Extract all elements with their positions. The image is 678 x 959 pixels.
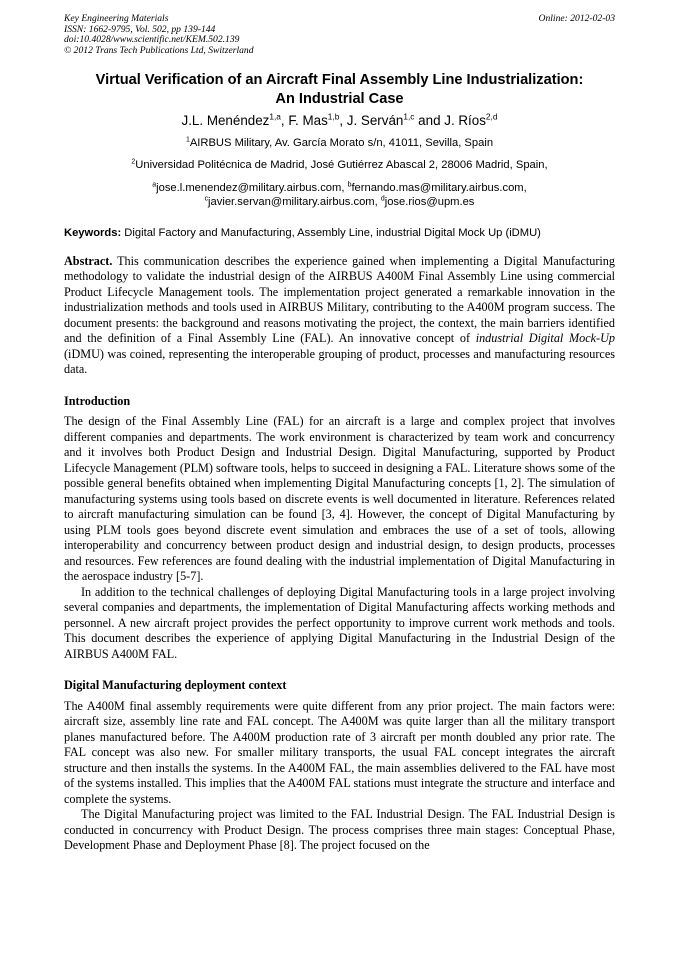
keywords-label: Keywords: <box>64 226 122 239</box>
author-name: J. Ríos <box>444 113 486 129</box>
author-affiliation-mark: 1,c <box>403 111 415 122</box>
section-heading-deployment: Digital Manufacturing deployment context <box>64 678 287 693</box>
author-name: J.L. Menéndez <box>181 113 270 129</box>
paper-title <box>64 71 615 109</box>
affiliation-mark: 1 <box>185 136 190 144</box>
author-list <box>64 112 615 130</box>
journal-name: Key Engineering Materials <box>64 13 169 24</box>
deployment-paragraph-2: The Digital Manufacturing project was limited to the FAL Industrial Design. The FAL Industrial Design is conducted in concurrency with Product Design. The process comprises three main stages: Conceptual Phase, Development Phase and Deployment Phase [8]. The project focused on the <box>64 807 615 853</box>
email-address[interactable]: fernando.mas@military.airbus.com, <box>351 182 527 195</box>
author-name: F. Mas <box>288 113 328 129</box>
author-separator: , <box>339 113 347 129</box>
affiliation-text: Universidad Politécnica de Madrid, José Gutiérrez Abascal 2, 28006 Madrid, Spain, <box>135 159 548 172</box>
author-separator: and <box>414 113 445 129</box>
introduction-paragraph-2: In addition to the technical challenges of deploying Digital Manufacturing tools in a large project involving several companies and departments, the implementation of Digital Manufacturing affects working methods and personnel. A new aircraft project provides the perfect opportunity to improve current work methods and tools. This document describes the experience of applying Digital Manufacturing in the Industrial Design of the AIRBUS A400M FAL. <box>64 584 615 661</box>
abstract-text: This communication describes the experience gained when implementing a Digital Manufacturing methodology to validate the industrial design of the AIRBUS A400M Final Assembly Line using commercial Product Lifecycle Management tools. The implementation project generated a remarkable innovation in the industrialization methods and tools used in AIRBUS Military, contributing to the A400M program success. The document presents: the background and reasons motivating the project, the context, the main barriers identified and the definition of a Final Assembly Line (FAL). An innovative concept of <box>64 253 615 346</box>
email-line-2 <box>64 196 615 210</box>
author-affiliation-mark: 1,a <box>269 111 281 122</box>
email-address[interactable]: jose.rios@upm.es <box>384 195 475 208</box>
email-address[interactable]: jose.l.menendez@military.airbus.com, <box>156 182 348 195</box>
affiliation-mark: 2 <box>131 158 136 166</box>
affiliation-1 <box>64 136 615 150</box>
author-emails <box>64 182 615 209</box>
journal-copyright: © 2012 Trans Tech Publications Ltd, Switzerland <box>64 44 254 56</box>
paper-page <box>64 14 615 854</box>
affiliation-text: AIRBUS Military, Av. García Morato s/n, 41011, Sevilla, Spain <box>189 137 494 150</box>
email-line-1 <box>64 182 615 196</box>
paper-title-line-1: Virtual Verification of an Aircraft Final Assembly Line Industrialization: <box>95 72 584 89</box>
journal-header <box>64 14 615 56</box>
email-address[interactable]: javier.servan@military.airbus.com, <box>208 195 381 208</box>
email-mark: c <box>204 195 209 203</box>
author-affiliation-mark: 1,b <box>327 111 340 122</box>
abstract-term: industrial Digital Mock-Up <box>475 331 615 346</box>
email-mark: b <box>347 181 352 189</box>
deployment-paragraph-1: The A400M final assembly requirements were quite different from any prior project. The main factors were: aircraft size, assembly line rate and FAL concept. The A400M was quite larger than all the military transport planes manufactured before. The A400M production rate of 3 aircraft per month doubled any prior rate. The FAL concept was also new. For smaller military transports, the usual FAL concept integrates the aircraft structure and then installs the systems. In the A400M FAL, the main assemblies delivered to the FAL have most of the systems installed. This implies that the A400M FAL stations must integrate the structure and interface and complete the systems. <box>64 698 615 806</box>
online-date: Online: 2012-02-03 <box>538 13 615 24</box>
author-affiliation-mark: 2,d <box>485 111 498 122</box>
author-name: J. Serván <box>346 113 404 129</box>
paper-title-line-2: An Industrial Case <box>275 91 404 108</box>
journal-doi: doi:10.4028/www.scientific.net/KEM.502.139 <box>64 34 240 46</box>
abstract-text: (iDMU) was coined, representing the interoperable grouping of product, processes and manufacturing resources data. <box>64 346 615 377</box>
section-heading-introduction: Introduction <box>64 393 131 408</box>
email-mark: a <box>152 181 157 189</box>
email-mark: d <box>380 195 385 203</box>
author-separator: , <box>280 113 289 129</box>
keywords-text: Digital Factory and Manufacturing, Assembly Line, industrial Digital Mock Up (iDMU) <box>121 226 541 239</box>
journal-issn: ISSN: 1662-9795, Vol. 502, pp 139-144 <box>64 23 216 35</box>
keywords <box>64 226 615 240</box>
affiliation-2 <box>64 158 615 172</box>
introduction-paragraph-1: The design of the Final Assembly Line (FAL) for an aircraft is a large and complex project that involves different companies and departments. The work environment is characterized by team work and concurrency and it involves both Product Design and Industrial Design. Digital Manufacturing, supported by Product Lifecycle Management (PLM) software tools, helps to succeed in designing a FAL. Literature shows some of the possible general benefits obtained when implementing Digital Manufacturing concepts [1, 2]. The simulation of manufacturing systems using tools based on discrete events is well documented in literature. References related to aircraft manufacturing simulation can be found [3, 4]. However, the concept of Digital Manufacturing by using PLM tools goes beyond discrete event simulation and embraces the use of a set of tools, allowing interoperability and concurrency between product design and industrial design, to design products, processes and resources. Few references are found dealing with the industrial implementation of Digital Manufacturing in the aerospace industry [5-7]. <box>64 414 615 584</box>
abstract <box>64 254 615 378</box>
abstract-label: Abstract. <box>64 253 113 268</box>
